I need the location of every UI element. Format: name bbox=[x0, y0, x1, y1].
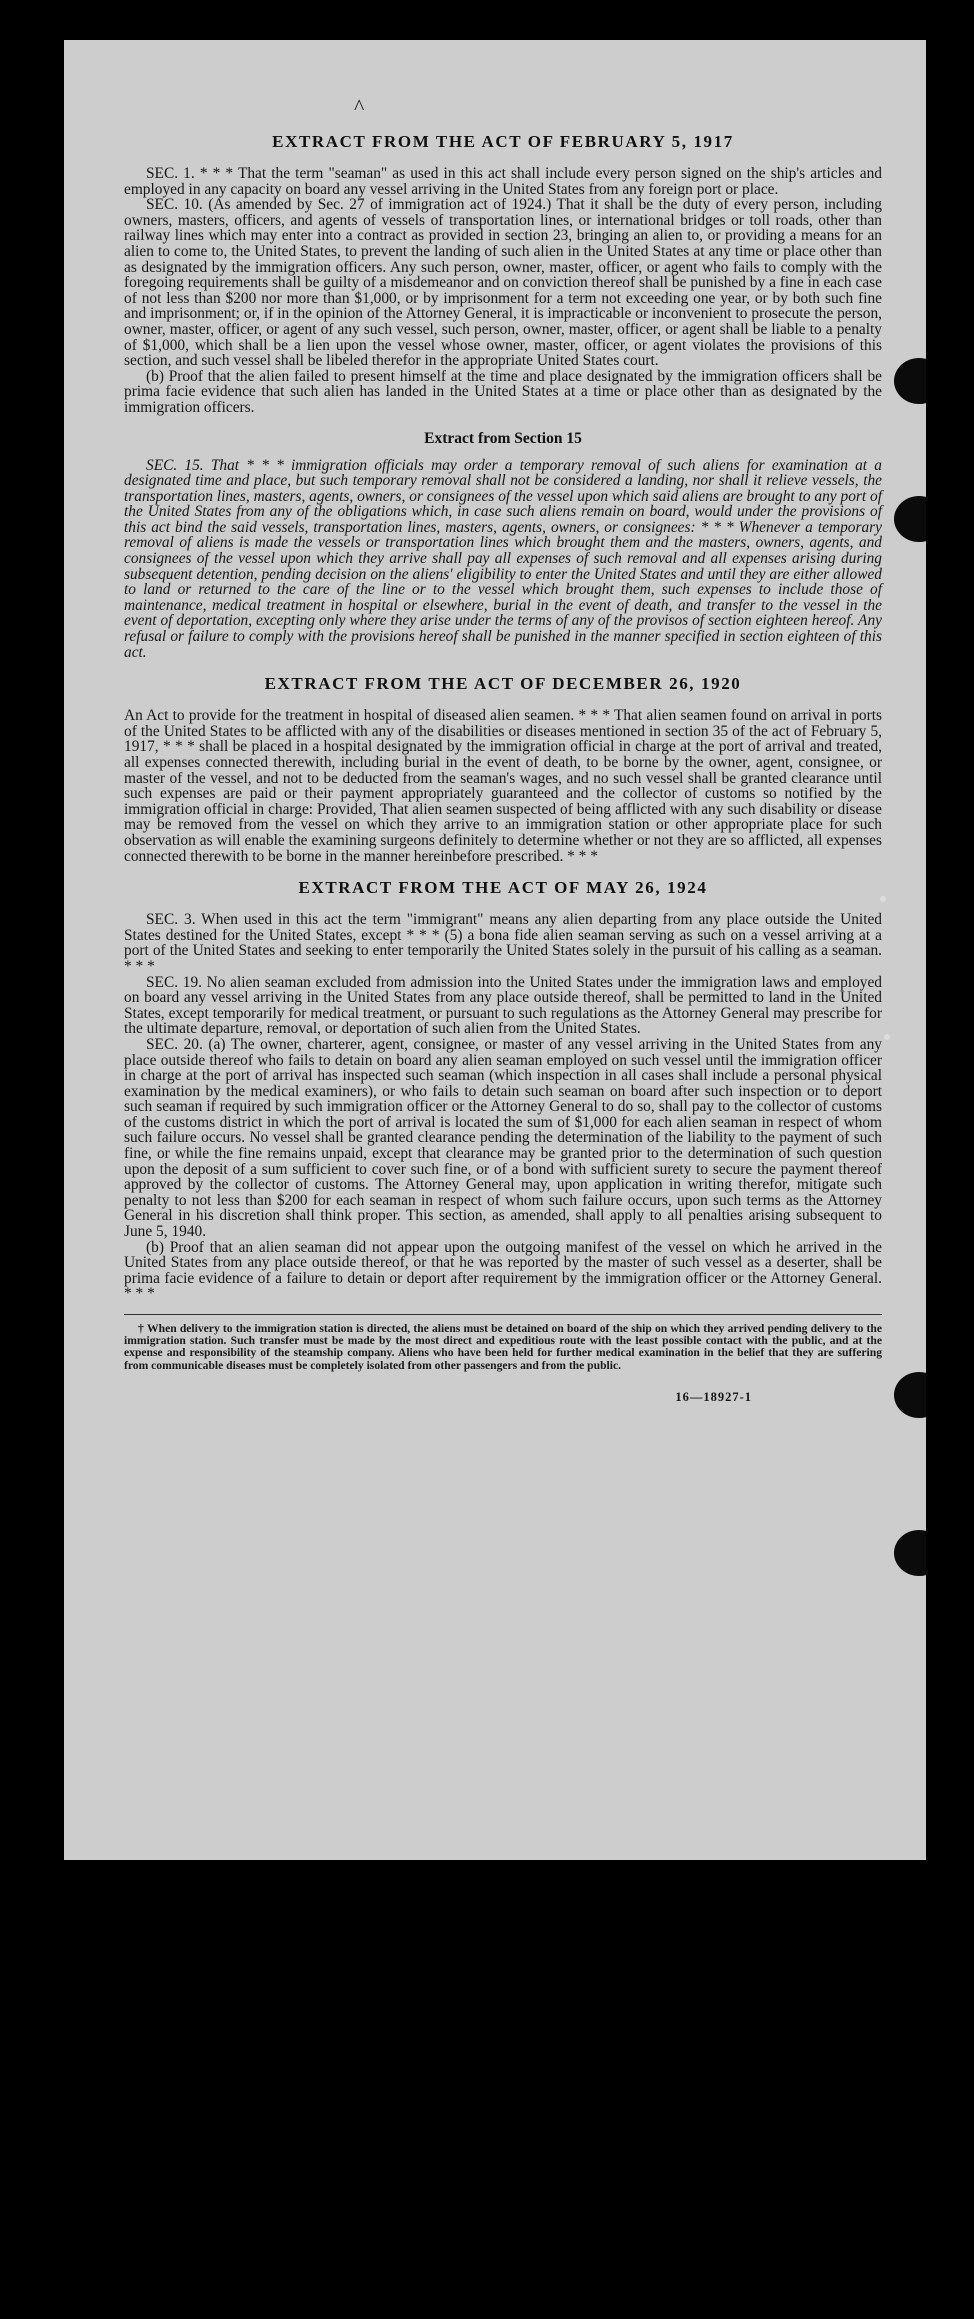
paragraph-1917-sec1: SEC. 1. * * * That the term "seaman" as used in this act shall include every person signed on the ship's articles and employed in any capacity on board any vessel arriving in the United States from any foreign port or place. bbox=[124, 165, 882, 198]
footnote-divider bbox=[124, 1314, 882, 1315]
paragraph-1917-b: (b) Proof that the alien failed to present himself at the time and place designated by the immigration officers shall be prima facie evidence that such alien has landed in the United States at a time or place other than as designated by the immigration officers. bbox=[124, 367, 882, 416]
heading-act-1920: EXTRACT FROM THE ACT OF DECEMBER 26, 1920 bbox=[264, 674, 742, 694]
corner-mark: ^ bbox=[354, 94, 365, 119]
paragraph-1924-sec20: SEC. 20. (a) The owner, charterer, agent, consignee, or master of any vessel arriving in the United States from any place outside thereof who fails to detain on board any alien seaman employed on such vessel until the immigration officer in charge at the port of arrival has inspected such seaman (which inspection in all cases shall include a personal physical examination by the medical examiners), or who fails to detain such seaman on board after such inspection or to deport such seaman if required by such immigration officer or the Attorney General to do so, shall pay to the collector of customs of the customs district in which the port of arrival is located the sum of $1,000 for each alien seaman in respect of whom such failure occurs. No vessel shall be granted clearance pending the determination of the liability to the payment of such fine, or while the fine remains unpaid, except that clearance may be granted prior to the determination of such question upon the deposit of a sum sufficient to cover such fine, or of a bond with sufficient surety to secure the payment thereof approved by the collector of customs. The Attorney General may, upon application in writing therefor, mitigate such penalty to not less than $200 for each seaman in respect of whom such failure occurs, upon such terms as the Attorney General in his discretion shall think proper. This section, as amended, shall apply to all penalties arising subsequent to June 5, 1940. bbox=[124, 1035, 882, 1241]
heading-act-1917: EXTRACT FROM THE ACT OF FEBRUARY 5, 1917 bbox=[272, 132, 734, 151]
punch-hole-4 bbox=[894, 1530, 926, 1576]
punch-hole-3 bbox=[894, 1372, 926, 1418]
paragraph-1924-b: (b) Proof that an alien seaman did not appear upon the outgoing manifest of the vessel on which he arrived in the United States from any place outside thereof, or that he was reported by the master of such vessel as a deserter, shall be prima facie evidence of a failure to detain or deport after requirement by the immigration officer or the Attorney General. * * * bbox=[124, 1238, 882, 1303]
paragraph-1920: An Act to provide for the treatment in hospital of diseased alien seamen. * * * That alien seamen found on arrival in ports of the United States to be afflicted with any of the disabilities or diseases mentioned in section 35 of the act of February 5, 1917, * * * shall be placed in a hospital designated by the immigration official in charge at the port of arrival and treated, all expenses connected therewith, including burial in the event of death, to be borne by the owner, agent, consignee, or master of the vessel, and not to be deducted from the seaman's wages, and no such vessel shall be granted clearance until such expenses are paid or their payment appropriately guaranteed and the collector of customs so notified by the immigration official in charge: Provided, That alien seamen suspected of being afflicted with any such disability or disease may be removed from the vessel on which they arrive to an immigration station or other appropriate place for such observation as will enable the examining surgeons definitely to determine whether or not they are so afflicted, all expenses connected therewith to be borne in the manner hereinbefore prescribed. * * * bbox=[124, 707, 882, 865]
punch-hole-2 bbox=[894, 496, 926, 542]
punch-hole-1 bbox=[894, 358, 926, 404]
paragraph-1924-sec3: SEC. 3. When used in this act the term "immigrant" means any alien departing from any place outside the United States destined for the United States, except * * * (5) a bona fide alien seaman serving as such on a vessel arriving at a port of the United States and seeking to enter temporarily the United States solely in the pursuit of his calling as a seaman. * * * bbox=[124, 911, 882, 975]
paragraph-1917-sec10: SEC. 10. (As amended by Sec. 27 of immigration act of 1924.) That it shall be the duty of every person, including owners, masters, officers, and agents of vessels of transportation lines, or international bridges or toll roads, other than railway lines which may enter into a contract as provided in section 23, bringing an alien to, or providing a means for an alien to come to, the United States, to prevent the landing of such alien in the United States at any time or place other than as designated by the immigration officers. Any such person, owner, master, officer, or agent who fails to comply with the foregoing requirements shall be guilty of a misdemeanor and on conviction thereof shall be punished by a fine in each case of not less than $200 nor more than $1,000, or by imprisonment for a term not exceeding one year, or by both such fine and imprisonment; or, if in the opinion of the Attorney General, it is impracticable or inconvenient to prosecute the person, owner, master, officer, or agent of any such vessel, such person, owner, master, officer, or agent shall be liable to a penalty of $1,000, which shall be a lien upon the vessel whose owner, master, officer, or agent violates the provisions of this section, and such vessel shall be libeled therefor in the appropriate United States court. bbox=[124, 196, 882, 370]
form-number: 16—18927-1 bbox=[675, 1389, 752, 1404]
heading-act-1924: EXTRACT FROM THE ACT OF MAY 26, 1924 bbox=[298, 878, 708, 898]
heading-section-15: Extract from Section 15 bbox=[424, 429, 582, 447]
document-page bbox=[64, 40, 926, 1860]
edge-speck-1 bbox=[880, 896, 886, 902]
edge-speck-2 bbox=[884, 1034, 890, 1040]
paragraph-1924-sec19: SEC. 19. No alien seaman excluded from admission into the United States under the immigration laws and employed on board any vessel arriving in the United States from any place outside thereof, shall be permitted to land in the United States, except temporarily for medical treatment, or pursuant to such regulations as the Attorney General may prescribe for the ultimate departure, removal, or deportation of such alien from the United States. bbox=[124, 973, 882, 1038]
paragraph-section-15: SEC. 15. That * * * immigration officials may order a temporary removal of such aliens for examination at a designated time and place, but such temporary removal shall not be considered a landing, nor shall it relieve vessels, the transportation lines, masters, agents, owners, or consignees of the vessel upon which said aliens are brought to any port of the United States from any of the obligations which, in case such aliens remain on board, would under the provisions of this act bind the said vessels, transportation lines, masters, agents, owners, or consignees: * * * Whenever a temporary removal of aliens is made the vessels or transportation lines which brought them and the masters, owners, agents, and consignees of the vessel upon which they arrive shall pay all expenses of such removal and all expenses arising during subsequent detention, pending decision on the aliens' eligibility to enter the United States and until they are either allowed to land or returned to the care of the line or to the vessel which brought them, such expenses to include those of maintenance, medical treatment in hospital or elsewhere, burial in the event of death, and transfer to the vessel in the event of deportation, excepting only where they arise under the terms of any of the provisos of section eighteen hereof. Any refusal or failure to comply with the provisions hereof shall be punished in the manner specified in section eighteen of this act. bbox=[124, 456, 882, 661]
footnote: † When delivery to the immigration station is directed, the aliens must be detained on board of the ship on which they arrived pending delivery to the immigration station. Such transfer must be made by the most direct and expeditious route with the least possible contact with the public, and at the expense and responsibility of the steamship company. Aliens who have been held for further medical examination in the belief that they are suffering from communicable diseases must be completely isolated from other passengers and from the public. bbox=[124, 1322, 882, 1372]
